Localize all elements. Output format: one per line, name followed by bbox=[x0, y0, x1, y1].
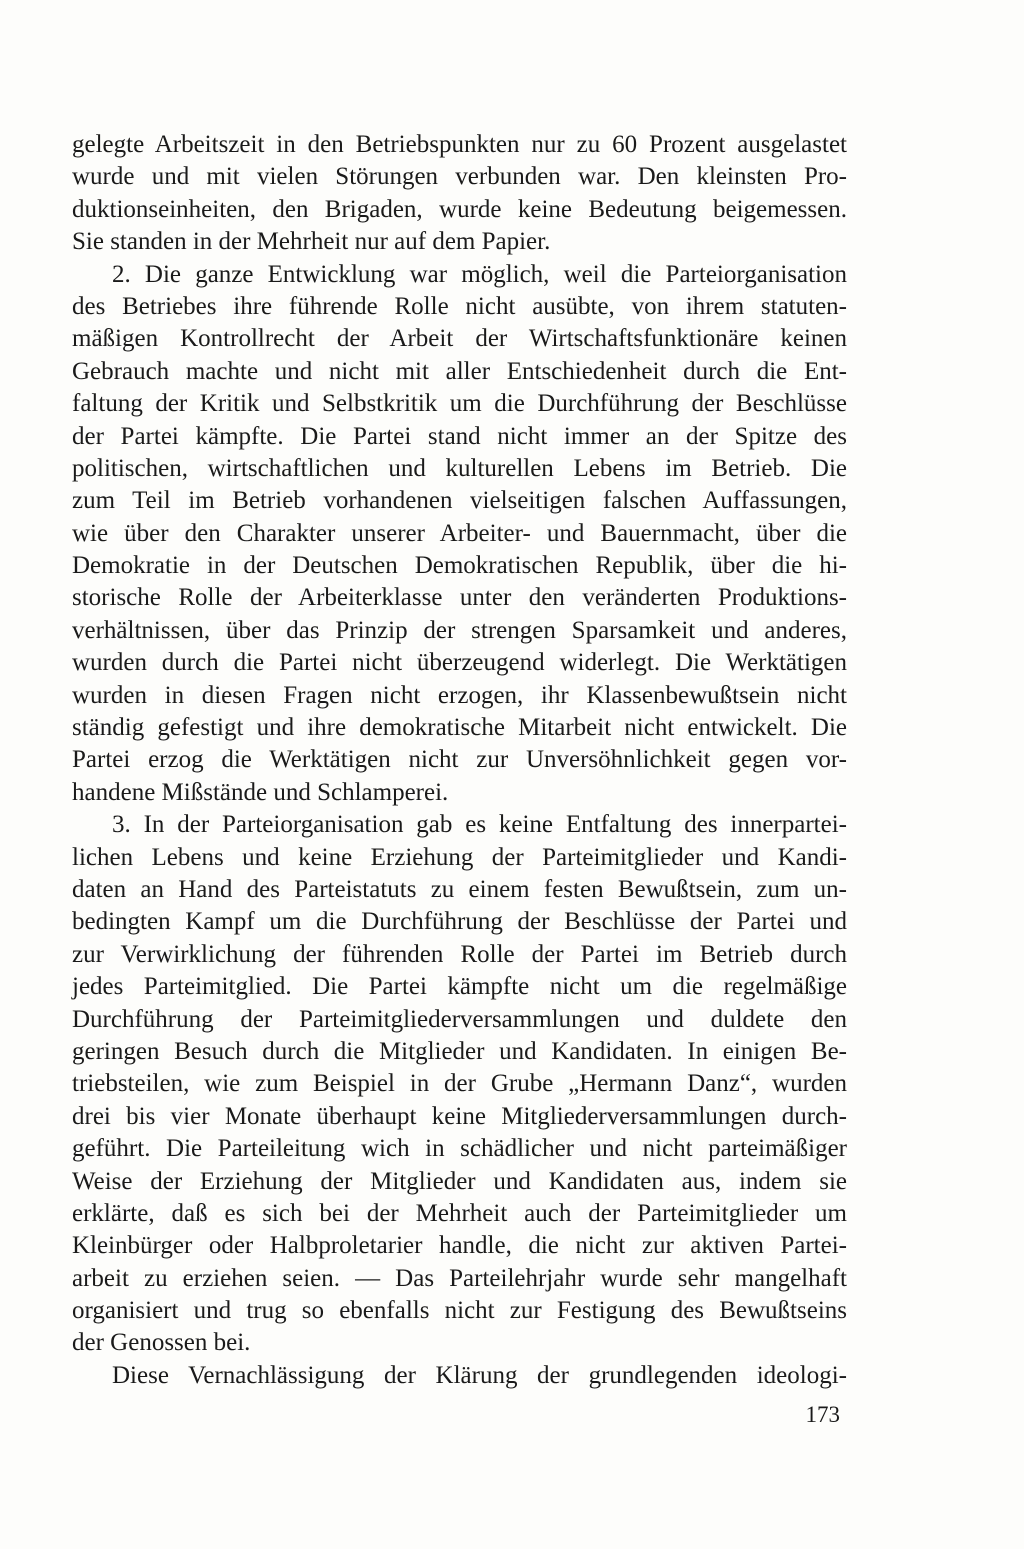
text-line: verhältnissen, über das Prinzip der strengen Sparsamkeit und anderes, bbox=[72, 616, 847, 644]
text-line: Sie standen in der Mehrheit nur auf dem Papier. bbox=[72, 228, 551, 256]
body-text bbox=[72, 129, 847, 1392]
text-line: jedes Parteimitglied. Die Partei kämpfte nicht um die regelmäßige bbox=[72, 973, 847, 1001]
text-line: triebsteilen, wie zum Beispiel in der Grube „Hermann Danz“, wurden bbox=[72, 1070, 847, 1098]
text-line: mäßigen Kontrollrecht der Arbeit der Wirtschaftsfunktionäre keinen bbox=[72, 325, 847, 353]
page-number: 173 bbox=[805, 1402, 840, 1427]
text-line: wie über den Charakter unserer Arbeiter- und Bauernmacht, über die bbox=[72, 519, 847, 547]
text-line: drei bis vier Monate überhaupt keine Mitgliederversammlungen durch- bbox=[72, 1102, 847, 1130]
text-line: zum Teil im Betrieb vorhandenen vielseitigen falschen Auffassungen, bbox=[72, 487, 847, 515]
text-line: faltung der Kritik und Selbstkritik um die Durchführung der Beschlüsse bbox=[72, 390, 847, 418]
text-line: zur Verwirklichung der führenden Rolle der Partei im Betrieb durch bbox=[72, 940, 847, 968]
text-line: daten an Hand des Parteistatuts zu einem festen Bewußtsein, zum un- bbox=[72, 875, 847, 903]
text-line: organisiert und trug so ebenfalls nicht zur Festigung des Bewußtseins bbox=[72, 1297, 847, 1325]
text-line: Demokratie in der Deutschen Demokratischen Republik, über die hi- bbox=[72, 552, 847, 580]
text-line: wurde und mit vielen Störungen verbunden war. Den kleinsten Pro- bbox=[72, 163, 847, 191]
text-line: der Genossen bei. bbox=[72, 1329, 251, 1357]
text-line: politischen, wirtschaftlichen und kulturellen Lebens im Betrieb. Die bbox=[72, 454, 847, 482]
text-line: lichen Lebens und keine Erziehung der Parteimitglieder und Kandi- bbox=[72, 843, 847, 871]
text-line: geringen Besuch durch die Mitglieder und Kandidaten. In einigen Be- bbox=[72, 1037, 847, 1065]
text-line: handene Mißstände und Schlamperei. bbox=[72, 778, 449, 806]
text-line: arbeit zu erziehen seien. — Das Parteilehrjahr wurde sehr mangelhaft bbox=[72, 1264, 847, 1292]
text-line: erklärte, daß es sich bei der Mehrheit auch der Parteimitglieder um bbox=[72, 1199, 847, 1227]
text-line: Kleinbürger oder Halbproletarier handle, die nicht zur aktiven Partei- bbox=[72, 1232, 847, 1260]
text-line: Durchführung der Parteimitgliederversammlungen und duldete den bbox=[72, 1005, 847, 1033]
text-line: bedingten Kampf um die Durchführung der Beschlüsse der Partei und bbox=[72, 908, 847, 936]
text-line: 2. Die ganze Entwicklung war möglich, weil die Parteiorganisation bbox=[112, 260, 847, 288]
text-line: wurden durch die Partei nicht überzeugend widerlegt. Die Werktätigen bbox=[72, 649, 847, 677]
text-line: storische Rolle der Arbeiterklasse unter den veränderten Produktions- bbox=[72, 584, 847, 612]
text-line: des Betriebes ihre führende Rolle nicht ausübte, von ihrem statuten- bbox=[72, 292, 847, 320]
text-line: Diese Vernachlässigung der Klärung der grundlegenden ideologi- bbox=[112, 1361, 847, 1389]
text-line: wurden in diesen Fragen nicht erzogen, ihr Klassenbewußtsein nicht bbox=[72, 681, 847, 709]
text-line: ständig gefestigt und ihre demokratische Mitarbeit nicht entwickelt. Die bbox=[72, 714, 847, 742]
text-line: gelegte Arbeitszeit in den Betriebspunkten nur zu 60 Prozent ausgelastet bbox=[72, 131, 847, 158]
text-line: Partei erzog die Werktätigen nicht zur Unversöhnlichkeit gegen vor- bbox=[72, 746, 847, 774]
text-line: geführt. Die Parteileitung wich in schädlicher und nicht parteimäßiger bbox=[72, 1135, 847, 1163]
text-line: Gebrauch machte und nicht mit aller Entschiedenheit durch die Ent- bbox=[72, 357, 847, 385]
text-line: der Partei kämpfte. Die Partei stand nicht immer an der Spitze des bbox=[72, 422, 847, 450]
text-line: duktionseinheiten, den Brigaden, wurde keine Bedeutung beigemessen. bbox=[72, 195, 847, 223]
text-line: Weise der Erziehung der Mitglieder und Kandidaten aus, indem sie bbox=[72, 1167, 847, 1195]
text-line: 3. In der Parteiorganisation gab es keine Entfaltung des innerpartei- bbox=[112, 811, 847, 839]
